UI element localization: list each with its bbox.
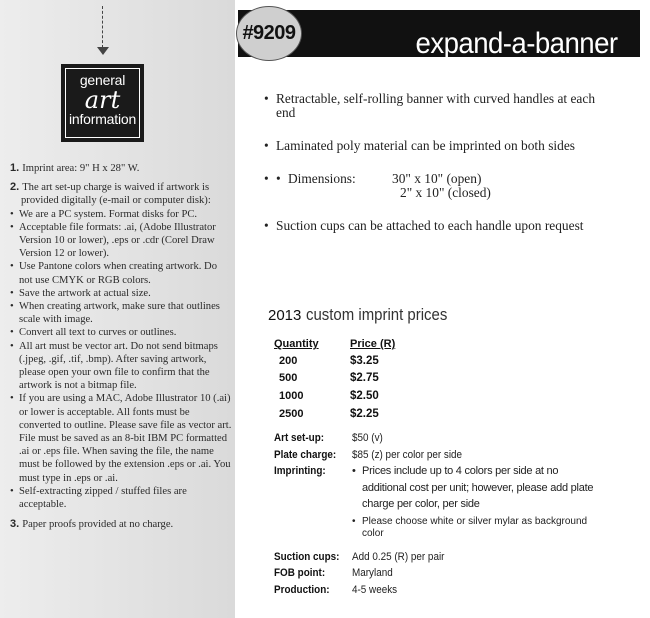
detail-fob <box>274 565 604 582</box>
price-heading-text: custom imprint prices <box>305 305 447 324</box>
badge-line-information: information <box>68 111 137 127</box>
column-price: Price (R) <box>350 338 396 350</box>
detail-value: $50 (v) <box>352 432 383 444</box>
info-bullet: • We are a PC system. Format disks for PC. <box>10 208 232 221</box>
detail-label: FOB point: <box>274 567 326 579</box>
detail-plate <box>274 447 604 464</box>
price-row-price: $2.25 <box>350 407 379 420</box>
product-details <box>274 430 604 598</box>
imprinting-note: • Prices include up to 4 colors per side at no additional cost per unit; however, please add plate charge per color, per side <box>352 463 604 513</box>
detail-production <box>274 582 604 599</box>
feature-list <box>264 92 604 252</box>
detail-value: $85 (z) per color per side <box>352 448 463 461</box>
feature-item: • Retractable, self-rolling banner with curved handles at each end <box>264 92 604 120</box>
art-info-sidebar <box>0 0 235 618</box>
detail-suction <box>274 549 604 566</box>
info-item-number: 2. <box>10 181 20 194</box>
dimensions-label: Dimensions: <box>288 171 356 186</box>
feature-item: • Suction cups can be attached to each handle upon request <box>264 219 604 233</box>
info-bullet: • Convert all text to curves or outlines. <box>10 326 232 339</box>
price-row-price: $2.50 <box>350 389 379 402</box>
price-row-quantity: 2500 <box>279 407 304 420</box>
price-table-header <box>274 338 395 352</box>
detail-label: Imprinting: <box>274 465 326 477</box>
price-row <box>274 405 395 423</box>
info-bullet: • Save the artwork at actual size. <box>10 287 232 300</box>
price-row <box>274 352 395 370</box>
price-row-price: $3.25 <box>350 354 379 367</box>
detail-label: Production: <box>274 583 330 596</box>
info-bullet: • Use Pantone colors when creating artwork. Do not use CMYK or RGB colors. <box>10 260 232 286</box>
feature-dimensions: • • Dimensions: 30" x 10" (open) 2" x 10" (closed) <box>264 172 604 200</box>
detail-value: Add 0.25 (R) per pair <box>352 550 445 563</box>
info-item-text: The art set-up charge is waived if artwork is provided digitally (e-mail or computer disk): <box>21 182 211 207</box>
price-row-quantity: 500 <box>279 372 298 385</box>
price-row-quantity: 1000 <box>279 389 304 402</box>
detail-label: Art set-up: <box>274 432 325 444</box>
price-row <box>274 387 395 405</box>
info-item-text: Imprint area: 9" H x 28" W. <box>22 163 140 174</box>
item-number-badge: #9209 <box>236 6 302 61</box>
price-row <box>274 370 395 388</box>
info-bullet: • If you are using a MAC, Adobe Illustrator 10 (.ai) or lower is acceptable. All fonts must be converted to outline. Please save file as vector art. File must be saved as an 8-bit IBM PC formatted .ai or .eps file. When saving the file, the name must be followed by the extension .eps or .ai. You must type in .eps or .ai. <box>10 392 232 484</box>
detail-value: Maryland <box>352 567 393 579</box>
detail-value: 4-5 weeks <box>352 583 398 596</box>
badge-line-general: general <box>79 72 126 88</box>
info-bullet: • All art must be vector art. Do not send bitmaps (.jpeg, .gif, .tif, .bmp). After saving artwork, please open your own file to confirm that the artwork is not a bitmap file. <box>10 340 232 393</box>
price-row-quantity: 200 <box>279 354 298 367</box>
detail-label: Suction cups: <box>274 550 340 563</box>
price-year: 2013 <box>268 307 302 324</box>
info-item-1 <box>10 162 232 175</box>
dimension-closed: 2" x 10" (closed) <box>400 185 491 200</box>
arrow-down-icon <box>97 47 109 55</box>
info-item-2 <box>10 181 232 207</box>
info-item-number: 3. <box>10 518 20 531</box>
price-table <box>274 338 395 422</box>
info-item-3 <box>10 518 232 531</box>
price-heading <box>268 305 466 325</box>
info-item-number: 1. <box>10 162 20 174</box>
info-item-text: Paper proofs provided at no charge. <box>22 519 174 531</box>
detail-imprinting <box>274 463 604 541</box>
info-bullet: • Self-extracting zipped / stuffed files are acceptable. <box>10 485 232 511</box>
product-title: expand-a-banner <box>416 27 618 60</box>
imprinting-note: • Please choose white or silver mylar as background color <box>352 516 604 541</box>
detail-setup <box>274 430 604 447</box>
art-info-list <box>10 162 232 537</box>
info-bullet: • When creating artwork, make sure that outlines scale with image. <box>10 300 232 326</box>
info-bullet: • Acceptable file formats: .ai, (Adobe Illustrator Version 10 or lower), .eps or .cdr (Corel Draw Version 12 or lower). <box>10 221 232 261</box>
badge-line-art: art <box>84 86 121 114</box>
price-row-price: $2.75 <box>350 372 379 385</box>
dashed-arrow-line <box>102 6 103 48</box>
general-art-info-badge <box>61 64 144 142</box>
dimension-open: 30" x 10" (open) <box>392 171 482 186</box>
detail-label: Plate charge: <box>274 448 337 461</box>
feature-item: • Laminated poly material can be imprinted on both sides <box>264 139 604 153</box>
column-quantity: Quantity <box>274 338 319 350</box>
